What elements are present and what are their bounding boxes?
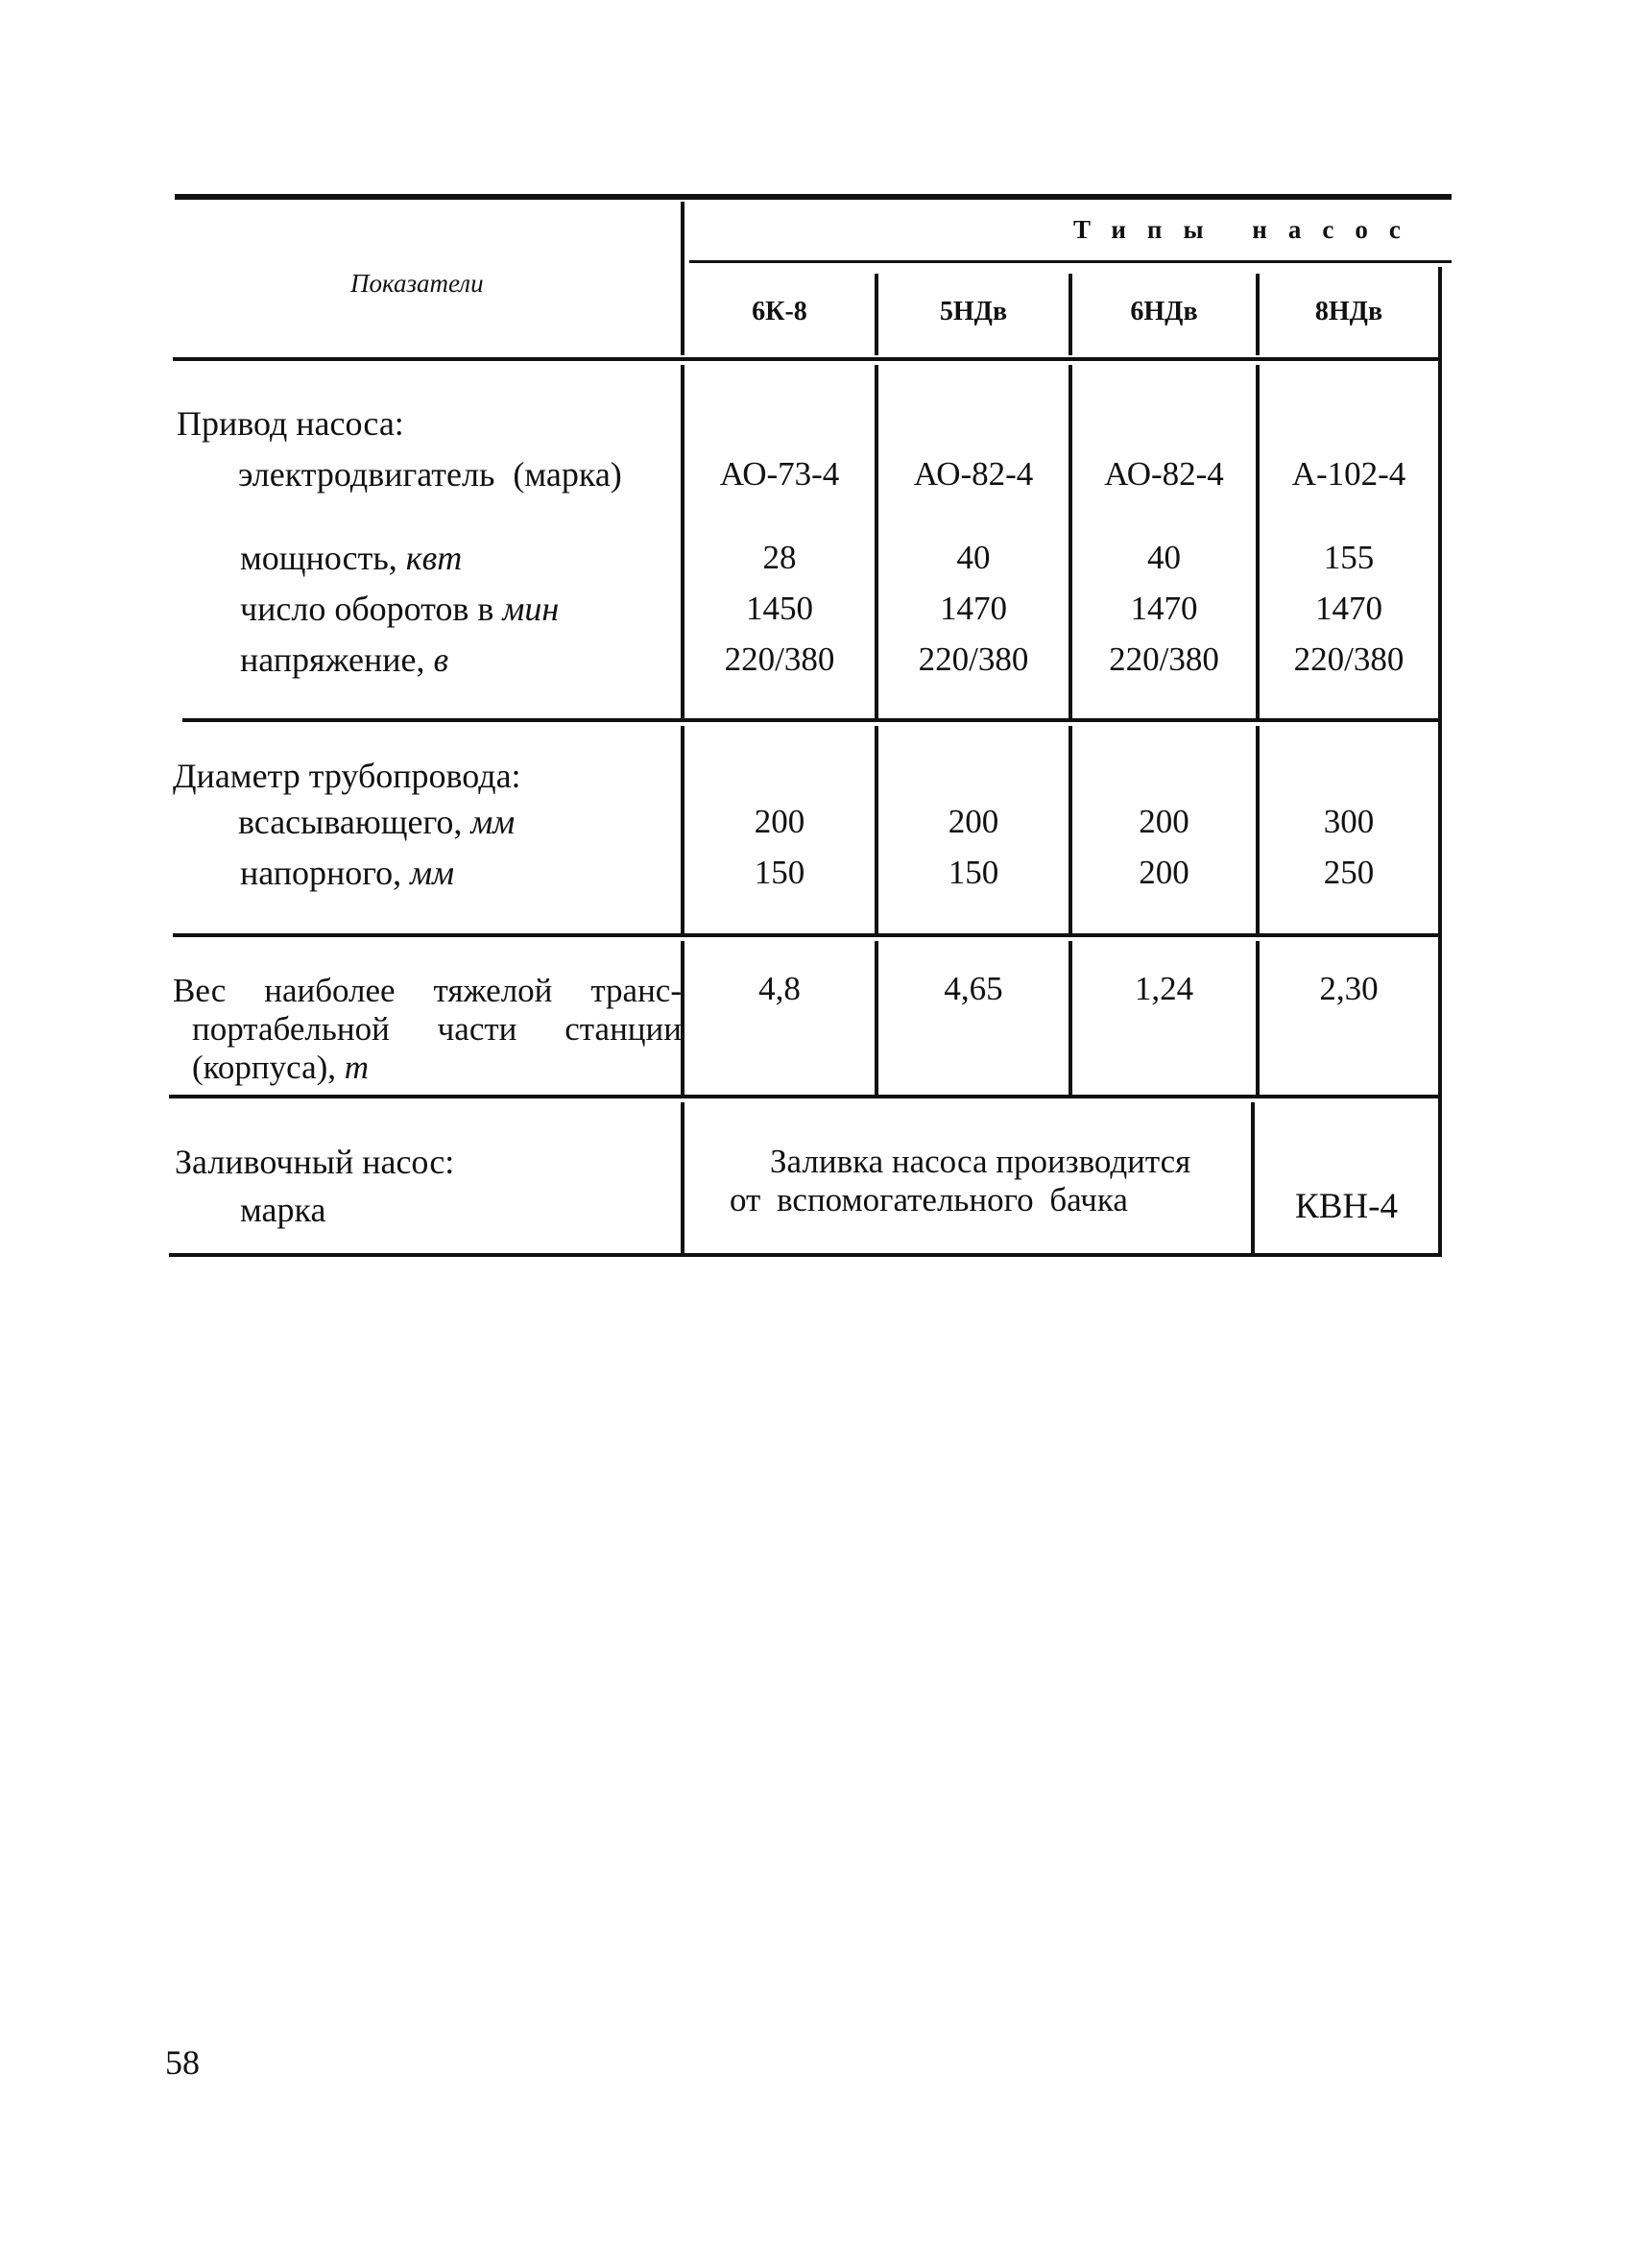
drive-section-rule [182, 718, 1442, 722]
power-label-text: мощность, [240, 539, 397, 577]
column-divider [1438, 361, 1442, 718]
page-number: 58 [165, 2043, 200, 2082]
column-divider [1069, 941, 1072, 1095]
power-value-8ndv: 155 [1323, 539, 1375, 576]
priming-section-title: Заливочный насос: [175, 1143, 455, 1181]
column-divider [1438, 937, 1442, 1095]
weight-label-line-1: Вес наиболее тяжелой транс- [173, 972, 682, 1009]
discharge-value-6k8: 150 [754, 854, 805, 891]
header-group-rule [689, 260, 1452, 263]
column-header-5ndv: 5НДв [939, 297, 1008, 326]
priming-brand-label: марка [240, 1191, 326, 1229]
voltage-value-8ndv: 220/380 [1293, 640, 1405, 678]
priming-note-line-1: Заливка насоса производится [770, 1143, 1191, 1180]
rpm-value-6ndv: 1470 [1130, 590, 1198, 627]
rpm-unit: мин [502, 590, 560, 628]
column-divider [1438, 722, 1442, 933]
pipe-section-rule [173, 933, 1442, 937]
drive-section-title: Привод насоса: [177, 404, 404, 443]
table-top-rule [175, 194, 1452, 200]
column-divider [875, 941, 878, 1095]
discharge-unit: мм [410, 854, 455, 892]
power-label [240, 541, 462, 575]
column-divider [1438, 1098, 1442, 1257]
rpm-label-text: число оборотов в [240, 590, 494, 628]
voltage-label-text: напряжение, [240, 640, 425, 679]
suction-label-text: всасывающего, [238, 803, 463, 841]
discharge-value-5ndv: 150 [948, 854, 999, 891]
power-unit: квт [405, 539, 463, 577]
weight-value-5ndv: 4,65 [944, 970, 1003, 1007]
header-bottom-rule [173, 357, 1442, 361]
weight-label-line-2: портабельной части станции [192, 1010, 682, 1048]
indicators-column-divider [681, 202, 684, 355]
rpm-label [240, 591, 559, 626]
suction-value-5ndv: 200 [948, 803, 999, 840]
rpm-value-8ndv: 1470 [1315, 590, 1382, 627]
pump-types-header: Типы насос [1073, 215, 1422, 244]
suction-unit: мм [470, 803, 516, 841]
weight-unit: т [344, 1049, 370, 1086]
column-divider [1438, 267, 1442, 357]
motor-value-6ndv: АО-82-4 [1104, 455, 1224, 493]
voltage-value-6ndv: 220/380 [1109, 640, 1219, 678]
priming-value-8ndv: КВН-4 [1295, 1187, 1398, 1226]
discharge-label-text: напорного, [240, 854, 402, 892]
suction-value-8ndv: 300 [1323, 803, 1375, 840]
voltage-label [240, 642, 448, 677]
column-divider [1256, 941, 1260, 1095]
rpm-value-6k8: 1450 [746, 590, 813, 627]
power-value-6ndv: 40 [1147, 539, 1181, 576]
indicators-header: Показатели [350, 269, 484, 298]
motor-value-6k8: АО-73-4 [719, 455, 840, 493]
pipe-section-title: Диаметр трубопровода: [173, 757, 521, 795]
motor-label: электродвигатель (марка) [238, 455, 622, 494]
power-value-5ndv: 40 [956, 539, 991, 576]
weight-section-rule [169, 1095, 1442, 1098]
discharge-value-6ndv: 200 [1139, 854, 1189, 891]
table-bottom-rule [169, 1253, 1442, 1257]
motor-value-8ndv: А-102-4 [1291, 455, 1406, 493]
weight-value-8ndv: 2,30 [1319, 970, 1379, 1007]
column-header-6ndv: 6НДв [1130, 297, 1198, 326]
column-divider [1251, 1102, 1255, 1253]
priming-note-line-2: от вспомогательного бачка [730, 1181, 1128, 1218]
voltage-value-5ndv: 220/380 [918, 640, 1029, 678]
suction-label [238, 805, 515, 839]
weight-label-text: (корпуса), [192, 1049, 337, 1086]
weight-label-line-3 [173, 1049, 682, 1087]
voltage-unit: в [433, 640, 449, 679]
rpm-value-5ndv: 1470 [940, 590, 1007, 627]
power-value-6k8: 28 [762, 539, 797, 576]
column-header-6k8: 6К-8 [752, 297, 807, 326]
suction-value-6k8: 200 [754, 803, 805, 840]
indicators-column-divider [681, 1102, 684, 1253]
weight-value-6ndv: 1,24 [1134, 970, 1194, 1007]
weight-value-6k8: 4,8 [758, 970, 801, 1007]
column-header-8ndv: 8НДв [1314, 297, 1383, 326]
suction-value-6ndv: 200 [1139, 803, 1189, 840]
priming-note [730, 1143, 1190, 1219]
discharge-value-8ndv: 250 [1323, 854, 1375, 891]
discharge-label [240, 856, 454, 890]
weight-label [173, 972, 682, 1087]
motor-value-5ndv: АО-82-4 [913, 455, 1034, 493]
voltage-value-6k8: 220/380 [724, 640, 835, 678]
